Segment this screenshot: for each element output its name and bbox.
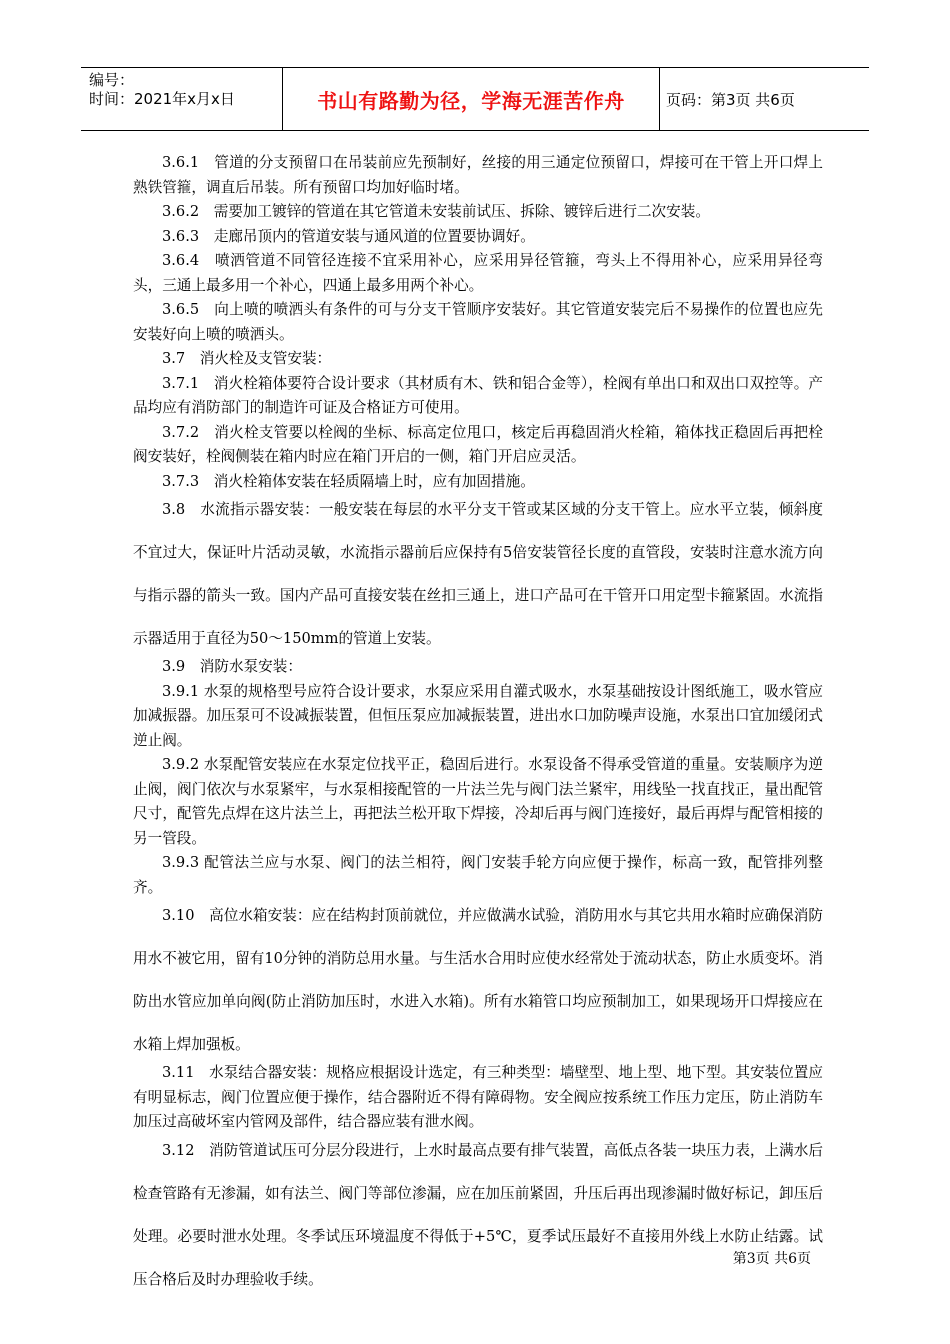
- page-info-cell: [660, 68, 869, 130]
- paragraph-3-10: 3.10 高位水箱安装：应在结构封顶前就位，并应做满水试验，消防用水与其它共用水箱时应确保消防用水不被它用，留有10分钟的消防总用水量。与生活水合用时应使水经常处于流动状态，防止水质变坏。消防出水管应加单向阀(防止消防加压时，水进入水箱)。所有水箱管口均应预制加工，如果现场开口焊接应在水箱上焊加强板。: [133, 907, 823, 1053]
- paragraph-3-7: 3.7 消火栓及支管安装：: [162, 350, 332, 367]
- paragraph-3-11: 3.11 水泵结合器安装：规格应根据设计选定，有三种类型：墙壁型、地上型、地下型。其安装位置应有明显标志，阀门位置应便于操作，结合器附近不得有障碍物。安全阀应按系统工作压力定压，防止消防车加压过高破坏室内管网及部件，结合器应装有泄水阀。: [133, 1064, 823, 1130]
- paragraph-3-9-1: 3.9.1 水泵的规格型号应符合设计要求，水泵应采用自灌式吸水，水泵基础按设计图纸施工，吸水管应加减振器。加压泵可不设减振装置，但恒压泵应加减振装置，进出水口加防噪声设施，水泵出口宜加缓闭式逆止阀。: [133, 682, 823, 749]
- motto-text: 书山有路勤为径，学海无涯苦作舟: [317, 88, 625, 113]
- code-label: 编号：: [89, 71, 135, 89]
- paragraph-3-6-5: 3.6.5 向上喷的喷洒头有条件的可与分支干管顺序安装好。其它管道安装完后不易操作的位置也应先安装好向上喷的喷洒头。: [133, 301, 823, 343]
- paragraph-3-9-2: 3.9.2 水泵配管安装应在水泵定位找平正，稳固后进行。水泵设备不得承受管道的重量。安装顺序为逆止阀，阀门依次与水泵紧牢，与水泵相接配管的一片法兰先与阀门法兰紧牢，用线坠一找直找正，量出配管尺寸，配管先点焊在这片法兰上，再把法兰松开取下焊接，冷却后再与阀门连接好，最后再焊与配管相接的另一管段。: [133, 756, 823, 847]
- page-info-text: 页码：第3页 共6页: [666, 90, 795, 109]
- date-label: 时间：2021年x月x日: [89, 90, 235, 108]
- paragraph-3-9: 3.9 消防水泵安装：: [162, 658, 302, 675]
- motto-cell: [283, 68, 660, 130]
- paragraph-3-6-2: 3.6.2 需要加工镀锌的管道在其它管道未安装前试压、拆除、镀锌后进行二次安装。: [162, 203, 710, 220]
- paragraph-3-6-1: 3.6.1 管道的分支预留口在吊装前应先预制好，丝接的用三通定位预留口，焊接可在干管上开口焊上熟铁管箍，调直后吊装。所有预留口均加好临时堵。: [133, 154, 823, 196]
- header-info-cell: [81, 68, 283, 130]
- header-table: [81, 67, 869, 131]
- paragraph-3-12: 3.12 消防管道试压可分层分段进行，上水时最高点要有排气装置，高低点各装一块压力表，上满水后检查管路有无渗漏，如有法兰、阀门等部位渗漏，应在加压前紧固，升压后再出现渗漏时做好标记，卸压后处理。必要时泄水处理。冬季试压环境温度不得低于+5℃，夏季试压最好不直接用外线上水防止结露。试压合格后及时办理验收手续。: [133, 1141, 823, 1288]
- paragraph-3-7-1: 3.7.1 消火栓箱体要符合设计要求（其材质有木、铁和铝合金等），栓阀有单出口和双出口双控等。产品均应有消防部门的制造许可证及合格证方可使用。: [133, 374, 823, 416]
- page-footer: 第3页 共6页: [732, 1251, 811, 1267]
- paragraph-3-9-3: 3.9.3 配管法兰应与水泵、阀门的法兰相符，阀门安装手轮方向应便于操作，标高一致，配管排列整齐。: [133, 854, 823, 896]
- paragraph-3-7-3: 3.7.3 消火栓箱体安装在轻质隔墙上时，应有加固措施。: [162, 472, 535, 490]
- paragraph-3-6-4: 3.6.4 喷洒管道不同管径连接不宜采用补心，应采用异径管箍，弯头上不得用补心，应采用异径弯头，三通上最多用一个补心，四通上最多用两个补心。: [133, 252, 823, 294]
- document-body: [133, 151, 823, 1296]
- paragraph-3-8: 3.8 水流指示器安装：一般安装在每层的水平分支干管或某区域的分支干管上。应水平立装，倾斜度不宜过大，保证叶片活动灵敏，水流指示器前后应保持有5倍安装管径长度的直管段，安装时注意水流方向与指示器的箭头一致。国内产品可直接安装在丝扣三通上，进口产品可在干管开口用定型卡箍紧固。水流指示器适用于直径为50～150mm的管道上安装。: [133, 501, 823, 647]
- paragraph-3-6-3: 3.6.3 走廊吊顶内的管道安装与通风道的位置要协调好。: [162, 227, 535, 245]
- paragraph-3-7-2: 3.7.2 消火栓支管要以栓阀的坐标、标高定位甩口，核定后再稳固消火栓箱，箱体找正稳固后再把栓阀安装好，栓阀侧装在箱内时应在箱门开启的一侧，箱门开启应灵活。: [133, 423, 823, 465]
